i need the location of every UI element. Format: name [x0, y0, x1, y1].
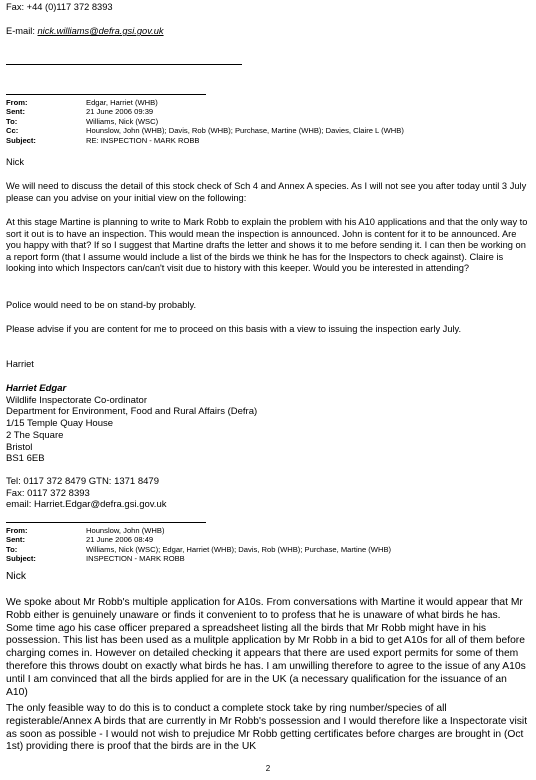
email2-paragraph: We spoke about Mr Robb's multiple application for A10s. From conversations with Martine it would appear that Mr Robb either is genuinely unaware or finds it convenient to to profess that he is unaware of what birds he has. Some time ago his case officer prepared a spreadsheet listing all the birds that Mr Robb might have in his possession. This list has been used as a mulitple application by Mr Robb in a bid to get A10s for all of them before charging comes in. However on detailed checking it appears that there are used export permits for some of them therefore this throws doubt on exactly what birds he has. I am unwilling therefore to agree to the issue of any A10s until I am convinced that all the birds applied for are in the UK (a necessary qualification for the issuance of an A10) [6, 597, 526, 698]
email1-paragraph: Please advise if you are content for me to proceed on this basis with a view to issuing the inspection early July. [6, 324, 462, 334]
email2-header-rule [6, 522, 206, 523]
signature-line: 1/15 Temple Quay House [6, 418, 114, 430]
email1-paragraph: Police would need to be on stand-by probably. [6, 300, 197, 310]
email2-header-subject [6, 554, 526, 563]
signature-line: Department for Environment, Food and Rural Affairs (Defra) [6, 406, 258, 418]
header-value: INSPECTION - MARK ROBB [86, 554, 185, 564]
header-value: Williams, Nick (WSC); Edgar, Harriet (WHB); Davis, Rob (WHB); Purchase, Martine (WHB) [86, 544, 392, 554]
header-label: Sent: [6, 107, 25, 117]
signature-line: Bristol [6, 441, 33, 453]
email2-greeting: Nick [6, 571, 27, 582]
signature-name: Harriet Edgar [6, 383, 67, 394]
header-value: RE: INSPECTION - MARK ROBB [86, 135, 200, 145]
email1-signature [6, 383, 257, 511]
email1-header-from [6, 98, 526, 107]
header-label: To: [6, 116, 18, 126]
email2-header-to [6, 545, 526, 554]
top-email-line [6, 26, 164, 38]
email1-header-to [6, 117, 526, 126]
header-label: Cc: [6, 126, 19, 136]
email2-paragraph: The only feasible way to do this is to conduct a complete stock take by ring number/species of all registerable/Annex A birds that are currently in Mr Robb's possession and I would therefore like a Inspectorate visit as soon as possible - I would not wish to prejudice Mr Robb getting certificates before charges are brought in (Oct 1st) providing there is proof that the birds are in the UK [6, 703, 528, 753]
top-fax: Fax: +44 (0)117 372 8393 [6, 2, 113, 12]
signature-contact: Tel: 0117 372 8479 GTN: 1371 8479 [6, 475, 159, 487]
signature-line: Wildlife Inspectorate Co-ordinator [6, 394, 147, 406]
header-value: Hounslow, John (WHB); Davis, Rob (WHB); Purchase, Martine (WHB); Davies, Claire L (WHB) [86, 126, 404, 136]
signature-line: 2 The Square [6, 429, 64, 441]
signature-line: BS1 6EB [6, 453, 45, 465]
header-value: Hounslow, John (WHB) [86, 526, 165, 535]
header-value: Williams, Nick (WSC) [86, 116, 159, 126]
header-label: Subject: [6, 135, 36, 145]
email1-header-sent [6, 107, 526, 116]
header-label: Subject: [6, 554, 36, 564]
signature-divider [6, 64, 242, 65]
email1-greeting: Nick [6, 157, 25, 167]
top-email-link[interactable]: nick.williams@defra.gsi.gov.uk [37, 26, 164, 36]
email1-header-cc [6, 126, 526, 135]
email2-header-from [6, 526, 526, 535]
header-value: 21 June 2006 09:39 [86, 107, 154, 117]
signature-contact: email: Harriet.Edgar@defra.gsi.gov.uk [6, 499, 167, 511]
header-value: 21 June 2006 08:49 [86, 535, 154, 545]
email2-header-sent [6, 535, 526, 544]
email2-header [6, 526, 526, 564]
email1-paragraph: At this stage Martine is planning to write to Mark Robb to explain the problem with his A10 applications and that the only way to sort it out is to have an inspection. This would mean the inspection is announced. John is content for it to be announced. Are you happy with that? If so I suggest that Martine drafts the letter and shows it to me before sending it. I can then be working on a report form (that I assume would include a list of the birds we think he has for the Inspectors to check against). Claire is looking into which Inspectors can/can't visit due to history with this keeper. Would you be interested in attending? [6, 217, 528, 274]
page-number: 2 [265, 764, 271, 773]
email1-sign-off: Harriet [6, 359, 34, 369]
email1-paragraph: We will need to discuss the detail of this stock check of Sch 4 and Annex A species. As I will not see you after today until 3 July please can you advise on your initial view on the following: [6, 181, 527, 203]
header-value: Edgar, Harriet (WHB) [86, 98, 158, 107]
signature-contact: Fax: 0117 372 8393 [6, 487, 90, 499]
top-email-label: E-mail: [6, 26, 38, 36]
email1-header-subject [6, 136, 526, 145]
email1-header-rule [6, 94, 206, 95]
header-label: From: [6, 98, 28, 107]
header-label: Sent: [6, 535, 25, 545]
header-label: To: [6, 544, 18, 554]
header-label: From: [6, 526, 28, 535]
email1-header [6, 98, 526, 145]
